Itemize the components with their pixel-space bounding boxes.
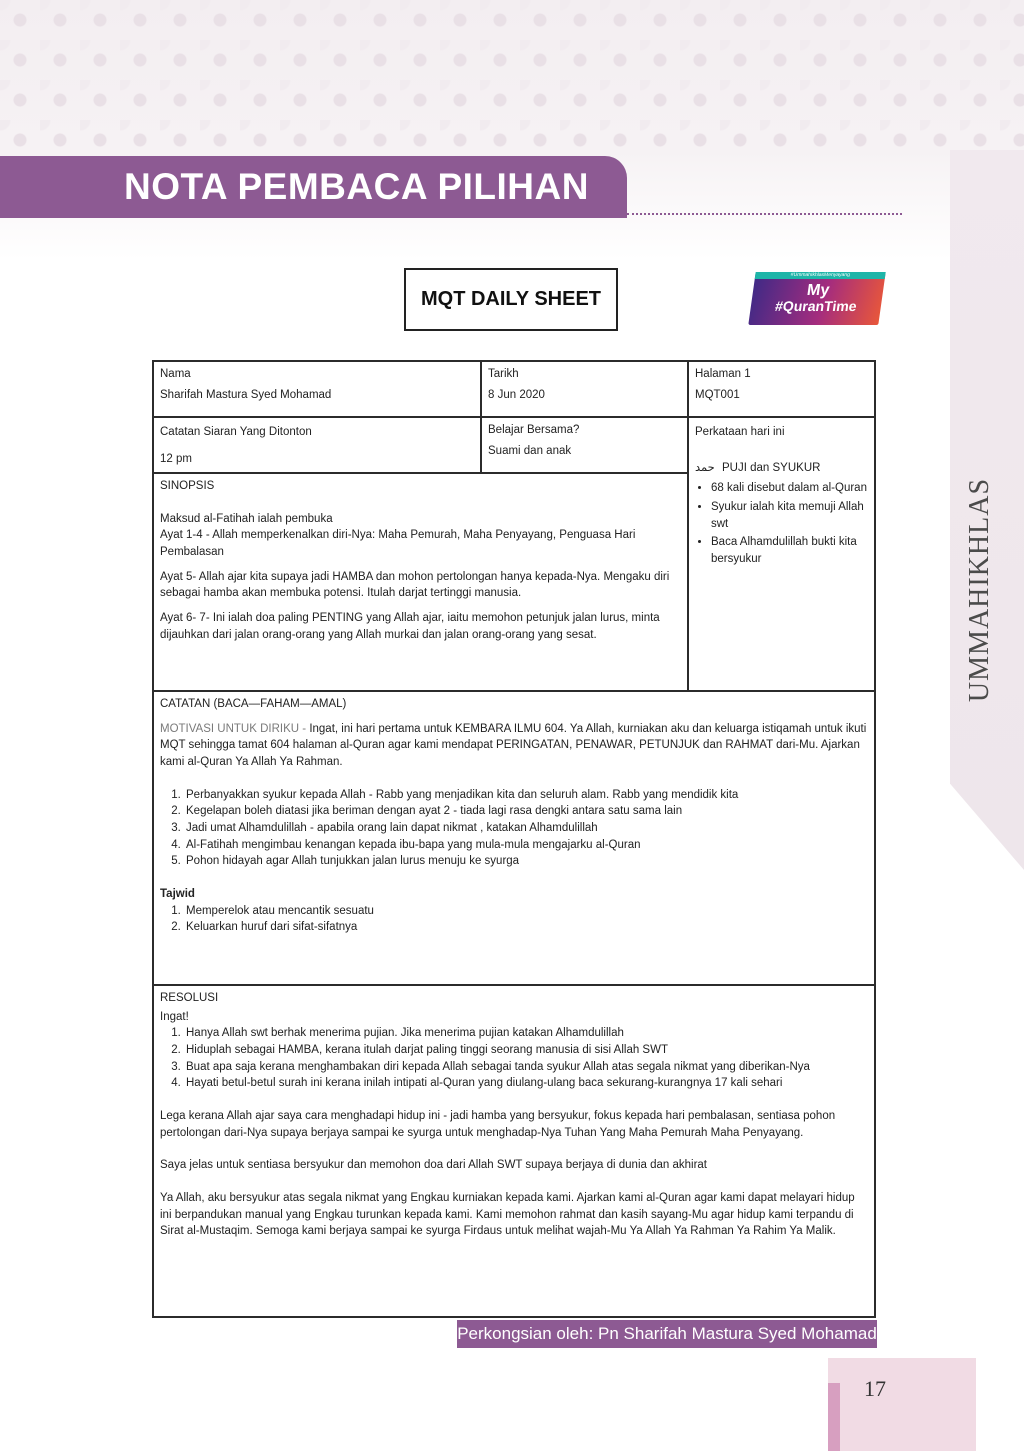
sinopsis-line: Ayat 5- Allah ajar kita supaya jadi HAMBA dan mohon pertolongan hanya kepada-Nya. Mengaku diri sebagai hamba akan membuka potensi. Itulah darjat tertinggi manusia. [160, 570, 670, 600]
motivasi-text: Ingat, ini hari pertama untuk KEMBARA ILMU 604. Ya Allah, kurniakan aku dan keluarga istiqamah untuk ikuti MQT sehingga tamat 604 halaman al-Quran agar kami mendapat PERINGATAN, PENAWAR, PETUNJUK dan RAHMAT dari-Mu. Ajarkan kami al-Quran Ya Allah Ya Rahman. [160, 722, 867, 769]
motivasi-label: MOTIVASI UNTUK DIRIKU - [160, 722, 307, 735]
page-number-box [828, 1358, 976, 1451]
perkataan-points [695, 480, 868, 567]
myqurantime-logo [748, 272, 885, 325]
perkataan-heading-row [695, 459, 868, 477]
catatan-point: 2. Kegelapan boleh diatasi jika beriman dengan ayat 2 - tiada lagi rasa dengki antara satu sama lain [184, 803, 868, 820]
header-background-pattern [0, 0, 1024, 150]
catatan-point: 4. Al-Fatihah mengimbau kenangan kepada ibu-bapa yang mula-mula mengajarku al-Quran [184, 837, 868, 854]
perkataan-point: • Syukur ialah kita memuji Allah swt [711, 499, 868, 532]
tajwid-label: Tajwid [160, 888, 195, 901]
tajwid-point: 1. Memperelok atau mencantik sesuatu [184, 903, 868, 920]
page-number: 17 [864, 1376, 886, 1401]
perkataan-point: • 68 kali disebut dalam al-Quran [711, 480, 868, 497]
tajwid-points [160, 903, 868, 936]
perkataan-heading: PUJI dan SYUKUR [722, 461, 821, 474]
logo-hashtag-strip: #UmmahIkhlasMenyayang [755, 272, 886, 279]
catatan-siaran-value: 12 pm [160, 452, 192, 465]
halaman-value: MQT001 [695, 388, 740, 401]
resolusi-paragraph: Lega kerana Allah ajar saya cara menghadapi hidup ini - jadi hamba yang bersyukur, fokus kepada hari pembalasan, sentiasa pohon pertolongan dari-Nya supaya berjaya sampai ke syurga untuk menghadap-Nya Tuhan Yang Maha Pemurah Maha Penyayang. [160, 1110, 836, 1139]
page-title: NOTA PEMBACA PILIHAN [124, 166, 589, 207]
logo-line1: My [805, 282, 831, 299]
catatan-label: CATATAN (BACA—FAHAM—AMAL) [160, 698, 347, 710]
sinopsis-line: Ayat 1-4 - Allah memperkenalkan diri-Nya: Maha Pemurah, Maha Penyayang, Penguasa Hari Pembalasan [160, 529, 636, 559]
nama-value: Sharifah Mastura Syed Mohamad [160, 388, 332, 401]
sinopsis-line: Ayat 6- 7- Ini ialah doa paling PENTING yang Allah ajar, iaitu memohon petunjuk jalan lurus, minta dijauhkan dari jalan orang-orang yang Allah murkai dan jalan orang-orang yang sesat. [160, 612, 660, 641]
belajar-cell [480, 416, 689, 474]
resolusi-point: 2. Hiduplah sebagai HAMBA, kerana itulah darjat paling tinggi seorang manusia di sisi Allah SWT [184, 1042, 868, 1059]
resolusi-point: 4. Hayati betul-betul surah ini kerana inilah intipati al-Quran yang diulang-ulang baca sekurang-kurangnya 17 kali sehari [184, 1075, 868, 1092]
catatan-point: 1. Perbanyakkan syukur kepada Allah - Rabb yang menjadikan kita dan seluruh alam. Rabb yang mendidik kita [184, 787, 868, 804]
resolusi-cell [154, 984, 874, 1316]
resolusi-label: RESOLUSI [160, 992, 219, 1004]
resolusi-paragraph: Ya Allah, aku bersyukur atas segala nikmat yang Engkau kurniakan kepada kami. Ajarkan kami al-Quran agar kami dapat melayari hidup ini berpandukan manual yang Engkau turunkan kepada kami. Kami memohon rahmat dan kasih sayang-Mu agar hidup kami terpandu di Sirat al-Mustaqim. Semoga kami berjaya sampai ke syurga Firdaus untuk melihat wajah-Mu Ya Allah Ya Rahman Ya Rahim Ya Malik. [160, 1192, 855, 1238]
sinopsis-label: SINOPSIS [160, 480, 215, 492]
sinopsis-line: Maksud al-Fatihah ialah pembuka [160, 512, 333, 525]
sinopsis-cell [154, 472, 689, 692]
title-dotted-divider [627, 213, 902, 215]
tarikh-cell [480, 362, 689, 418]
perkataan-cell [687, 416, 874, 692]
tajwid-point: 2. Keluarkan huruf dari sifat-sifatnya [184, 919, 868, 936]
credit-bar: Perkongsian oleh: Pn Sharifah Mastura Syed Mohamad [457, 1320, 877, 1348]
logo-line2: #QuranTime [774, 298, 858, 314]
resolusi-points [160, 1025, 868, 1092]
side-brand-text: UMMAHIKHLAS [964, 477, 995, 703]
nama-label: Nama [160, 368, 191, 380]
halaman-cell [687, 362, 874, 418]
catatan-siaran-label: Catatan Siaran Yang Ditonton [160, 426, 312, 438]
catatan-siaran-cell [154, 416, 482, 474]
belajar-label: Belajar Bersama? [488, 424, 580, 436]
motivasi-paragraph [160, 721, 868, 771]
resolusi-ingat: Ingat! [160, 1010, 189, 1023]
nama-cell [154, 362, 482, 418]
catatan-point: 5. Pohon hidayah agar Allah tunjukkan jalan lurus menuju ke syurga [184, 853, 868, 870]
resolusi-paragraph: Saya jelas untuk sentiasa bersyukur dan memohon doa dari Allah SWT supaya berjaya di dunia dan akhirat [160, 1159, 708, 1172]
sheet-label-box: MQT DAILY SHEET [404, 268, 618, 331]
perkataan-arabic-word: حمد [695, 459, 715, 474]
catatan-cell [154, 690, 874, 986]
belajar-value: Suami dan anak [488, 444, 572, 457]
daily-sheet-form [152, 360, 876, 1318]
page-number-accent [828, 1383, 840, 1451]
tarikh-label: Tarikh [488, 368, 519, 380]
catatan-point: 3. Jadi umat Alhamdulillah - apabila orang lain dapat nikmat , katakan Alhamdulillah [184, 820, 868, 837]
perkataan-label: Perkataan hari ini [695, 426, 785, 438]
resolusi-point: 1. Hanya Allah swt berhak menerima pujian. Jika menerima pujian katakan Alhamdulillah [184, 1025, 868, 1042]
catatan-points [160, 787, 868, 870]
tarikh-value: 8 Jun 2020 [488, 388, 545, 401]
halaman-label: Halaman 1 [695, 368, 751, 380]
resolusi-point: 3. Buat apa saja kerana menghambakan diri kepada Allah sebagai tanda syukur Allah atas segala nikmat yang diberikan-Nya [184, 1059, 868, 1076]
perkataan-point: • Baca Alhamdulillah bukti kita bersyukur [711, 534, 868, 567]
